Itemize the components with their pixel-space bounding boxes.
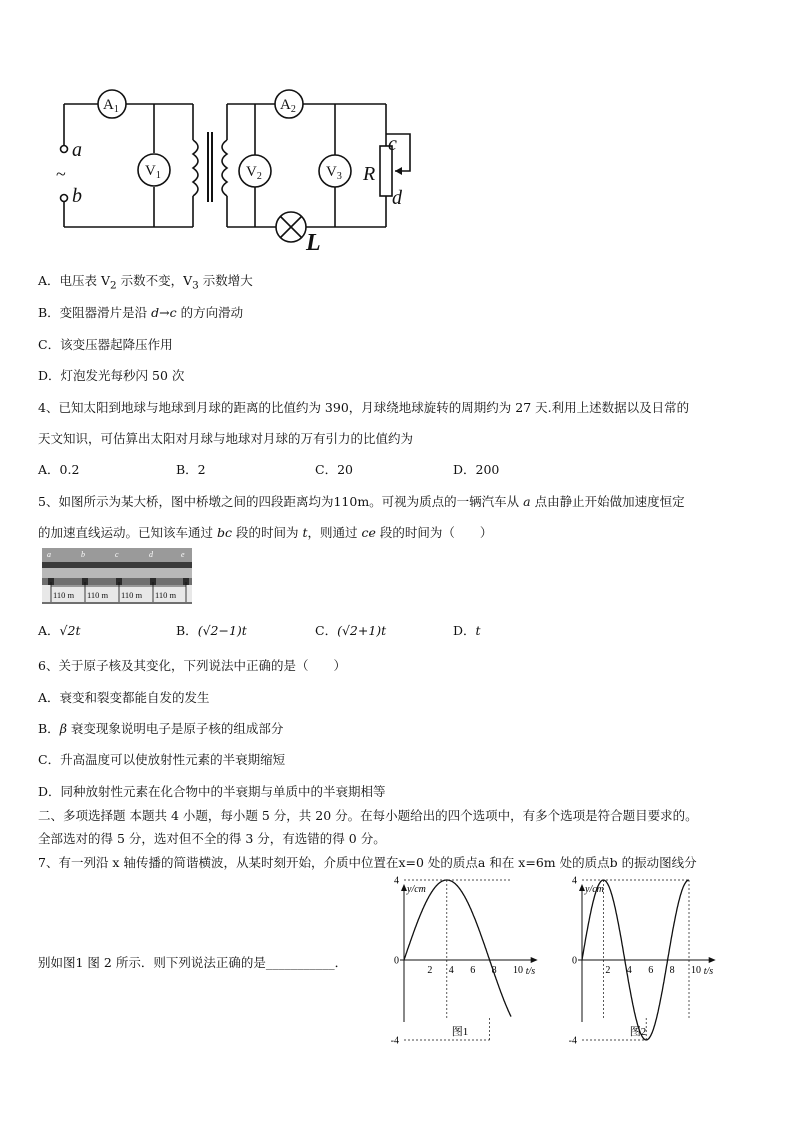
q6-option-b: B．β 衰变现象说明电子是原子核的组成部分 [38, 721, 284, 736]
section2-instructions-line1: 二、多项选择题 本题共 4 小题，每小题 5 分，共 20 分。在每小题给出的四个选项中，有多个选项是符合题目要求的。 [38, 808, 698, 823]
bridge-label-e: e [181, 550, 185, 559]
x-tick-label: 4 [626, 965, 632, 976]
terminal-b-label: b [72, 185, 82, 207]
bridge-label-a: a [47, 550, 51, 559]
x-tick-label: 10 [513, 965, 523, 976]
bridge-label-b: b [81, 550, 85, 559]
terminal-a-label: a [72, 139, 82, 161]
section2-instructions-line2: 全部选对的得 5 分，选对但不全的得 3 分，有选错的得 0 分。 [38, 831, 386, 846]
q5-option-c: C．(√2+1)t [315, 623, 387, 638]
q4-stem-line2: 天文知识，可估算出太阳对月球与地球对月球的万有引力的比值约为 [38, 431, 414, 446]
q4-option-d: D．200 [453, 462, 500, 477]
ammeter-a2-label: $A_2$ [280, 97, 296, 115]
x-axis-label: t/s [525, 966, 536, 977]
series-line [404, 880, 511, 1017]
x-tick-label: 6 [470, 965, 476, 976]
bridge-span-3: 110 m [121, 590, 143, 600]
x-tick-label: 2 [605, 965, 611, 976]
ammeter-a1-label: $A_1$ [103, 97, 119, 115]
bridge-span-4: 110 m [155, 590, 177, 600]
y-tick-label: -4 [390, 1035, 399, 1047]
q7-stem-line1: 7、有一列沿 x 轴传播的简谐横波，从某时刻开始，介质中位置在x=0 处的质点a 和在 x=6m 处的质点b 的振动图线分 [38, 855, 697, 870]
rheostat-c-label: c [388, 133, 397, 155]
rheostat-r-label: R [363, 163, 376, 185]
lamp-l-label: L [306, 230, 321, 256]
y-axis-label: y/cm [585, 884, 604, 895]
q3-option-d: D．灯泡发光每秒闪 50 次 [38, 368, 185, 383]
chart-caption: 图2 [629, 1026, 647, 1038]
y-tick-label: 0 [572, 955, 577, 967]
rheostat-d-label: d [392, 187, 402, 209]
q4-option-b: B．2 [176, 462, 206, 477]
y-axis-label: y/cm [407, 884, 426, 895]
q3-option-b: B．变阻器滑片是沿 d→c 的方向滑动 [38, 305, 244, 320]
y-tick-label: 0 [394, 955, 399, 967]
circuit-diagram [0, 0, 794, 260]
x-tick-label: 2 [427, 965, 433, 976]
bridge-span-1: 110 m [53, 590, 75, 600]
voltmeter-v1-label: $V_1$ [145, 163, 161, 181]
x-tick-label: 6 [648, 965, 654, 976]
vibration-chart-figure2 [560, 875, 740, 1047]
q3-option-c: C．该变压器起降压作用 [38, 337, 173, 352]
x-axis-arrow [531, 957, 538, 963]
q3-option-a: A．电压表 $V_2$ 示数不变，$V_3$ 示数增大 [38, 273, 253, 292]
y-tick-label: 4 [572, 875, 577, 887]
q5-option-b: B．(√2−1)t [176, 623, 247, 638]
bridge-figure [42, 548, 192, 604]
x-axis-label: t/s [703, 966, 714, 977]
q7-stem-line2: 别如图1 图 2 所示．则下列说法正确的是___________． [38, 955, 348, 970]
q5-option-d: D．t [453, 623, 481, 638]
bridge-label-d: d [149, 550, 153, 559]
y-tick-label: -4 [568, 1035, 577, 1047]
q5-option-a: A．√2t [38, 623, 81, 638]
x-tick-label: 10 [691, 965, 701, 976]
q6-stem: 6、关于原子核及其变化，下列说法中正确的是（ ） [38, 658, 346, 673]
y-tick-label: 4 [394, 875, 399, 887]
q4-option-c: C．20 [315, 462, 353, 477]
q5-stem-line2: 的加速直线运动。已知该车通过 bc 段的时间为 t，则通过 ce 段的时间为（ ） [38, 525, 493, 540]
chart-caption: 图1 [451, 1026, 469, 1038]
ac-source-symbol: ~ [56, 164, 66, 184]
q6-option-c: C．升高温度可以使放射性元素的半衰期缩短 [38, 752, 286, 767]
q7-answer-blank[interactable]: ___________ [265, 955, 335, 970]
x-tick-label: 4 [448, 965, 454, 976]
x-axis-arrow [709, 957, 716, 963]
q6-option-a: A．衰变和裂变都能自发的发生 [38, 690, 210, 705]
voltmeter-v3-label: $V_3$ [326, 164, 342, 182]
x-tick-label: 8 [669, 965, 675, 976]
q4-option-a: A．0.2 [38, 462, 80, 477]
q6-option-d: D．同种放射性元素在化合物中的半衰期与单质中的半衰期相等 [38, 784, 386, 799]
voltmeter-v2-label: $V_2$ [246, 164, 262, 182]
x-tick-label: 8 [491, 965, 497, 976]
bridge-span-2: 110 m [87, 590, 109, 600]
vibration-chart-figure1 [382, 875, 562, 1047]
q4-stem-line1: 4、已知太阳到地球与地球到月球的距离的比值约为 390，月球绕地球旋转的周期约为 27 天.利用上述数据以及日常的 [38, 400, 690, 415]
bridge-label-c: c [115, 550, 119, 559]
q5-stem-line1: 5、如图所示为某大桥，图中桥墩之间的四段距离均为110m。可视为质点的一辆汽车从 a 点由静止开始做加速度恒定 [38, 494, 685, 509]
